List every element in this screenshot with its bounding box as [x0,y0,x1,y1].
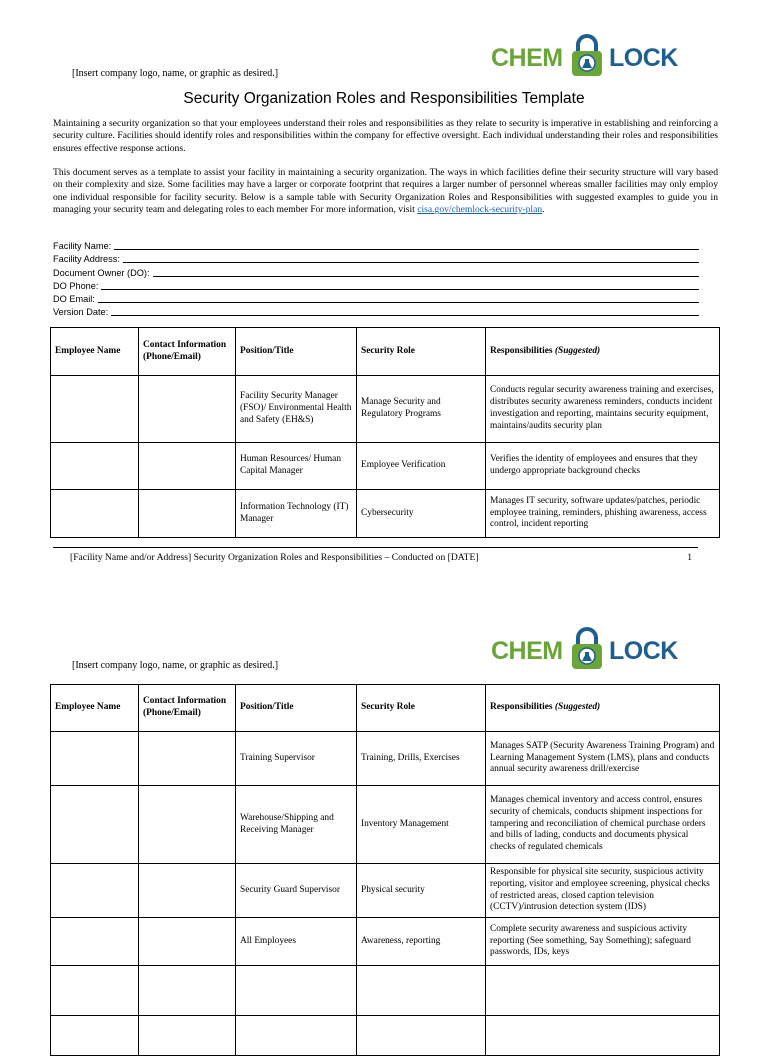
responsibilities-cell: Manages SATP (Security Awareness Training Program) and Learning Management System (LMS), plans and conducts annual security awareness drill/exercise [486,732,720,786]
position-cell: Warehouse/Shipping and Receiving Manager [236,786,357,864]
security-role-cell: Physical security [357,864,486,918]
do-phone-label: DO Phone: [53,280,99,291]
table-row [51,376,720,443]
responsibilities-header [486,328,720,376]
employee-name-cell[interactable] [51,1016,139,1056]
responsibilities-cell: Verifies the identity of employees and ensures that they undergo appropriate background checks [486,443,720,490]
facility-name-row [53,238,699,251]
responsibilities-cell: Manages chemical inventory and access control, ensures security of chemicals, conducts shipment inspections for tampering and reconciliation of chemical purchase orders and bills of lading, conducts and documents physical checks of regulated chemicals [486,786,720,864]
responsibilities-cell[interactable] [486,1016,720,1056]
position-cell: Human Resources/ Human Capital Manager [236,443,357,490]
page-title: Security Organization Roles and Responsibilities Template [183,90,585,107]
table-row [51,918,720,966]
insert-logo-note: [Insert company logo, name, or graphic as desired.] [72,660,279,671]
employee-name-cell[interactable] [51,966,139,1016]
page-footer [53,547,698,563]
padlock-icon [569,34,605,78]
responsibilities-header [486,685,720,732]
security-role-cell[interactable] [357,1016,486,1056]
contact-cell[interactable] [139,864,236,918]
logo-lock-text: LOCK [609,44,678,72]
roles-table-page-1 [50,327,720,538]
employee-name-cell[interactable] [51,864,139,918]
facility-name-label: Facility Name: [53,241,112,252]
table-header-row [51,685,720,732]
insert-logo-note: [Insert company logo, name, or graphic as desired.] [72,68,279,79]
contact-cell[interactable] [139,376,236,443]
contact-cell[interactable] [139,490,236,538]
do-phone-field[interactable] [101,281,699,290]
contact-cell[interactable] [139,1016,236,1056]
security-role-header: Security Role [357,685,486,732]
security-role-header: Security Role [357,328,486,376]
purpose-text: This document serves as a template to assist your facility in maintaining a security organization. The ways in which facilities define their security structure will vary based on their complexity and size. Some facilities may have a larger or corporate footprint that requires a larger number of personnel whereas smaller facilities may only employ one individual responsible for facility security. Below is a sample table with Security Organization Roles and Responsibilities with suggested examples to guide you in managing your security team and delegating roles to each member For more information, visit [53,167,718,216]
table-row [51,732,720,786]
position-cell: Information Technology (IT) Manager [236,490,357,538]
position-cell[interactable] [236,966,357,1016]
facility-address-field[interactable] [123,254,699,263]
employee-name-cell[interactable] [51,376,139,443]
table-row [51,864,720,918]
facility-address-label: Facility Address: [53,254,120,265]
table-row [51,786,720,864]
security-role-cell: Training, Drills, Exercises [357,732,486,786]
purpose-paragraph [53,167,718,217]
do-email-label: DO Email: [53,293,95,304]
table-row [51,1016,720,1056]
logo-chem-text: CHEM [491,44,563,72]
position-cell: Security Guard Supervisor [236,864,357,918]
table-row [51,490,720,538]
security-role-cell: Cybersecurity [357,490,486,538]
position-cell: Training Supervisor [236,732,357,786]
logo-lock-text: LOCK [609,637,678,665]
position-header: Position/Title [236,685,357,732]
facility-info-fields [53,238,699,317]
facility-address-row [53,251,699,264]
page-gap [0,575,768,585]
responsibilities-cell: Complete security awareness and suspicious activity reporting (See something, Say Something); safeguard passwords, IDs, keys [486,918,720,966]
document-owner-field[interactable] [153,268,700,277]
security-role-cell: Employee Verification [357,443,486,490]
page-number: 1 [687,552,692,563]
version-date-field[interactable] [111,307,699,316]
logo-chem-text: CHEM [491,637,563,665]
responsibilities-cell: Conducts regular security awareness training and exercises, distributes security awareness reminders, conducts incident investigation and reporting, maintains security equipment, maintains/audits security plan [486,376,720,443]
contact-header: Contact Information (Phone/Email) [139,685,236,732]
version-date-label: Version Date: [53,307,109,318]
table-row [51,966,720,1016]
do-phone-row [53,278,699,291]
security-role-cell[interactable] [357,966,486,1016]
employee-name-cell[interactable] [51,786,139,864]
intro-paragraph: Maintaining a security organization so that your employees understand their roles and responsibilities as they relate to security is imperative in establishing and reinforcing a security culture. Facilities should identify roles and responsibilities within the company for effective oversight. Each individual understanding their roles and responsibilities ensures effective response actions. [53,118,718,154]
do-email-field[interactable] [98,294,699,303]
contact-cell[interactable] [139,732,236,786]
employee-name-header: Employee Name [51,328,139,376]
contact-header: Contact Information (Phone/Email) [139,328,236,376]
responsibilities-cell[interactable] [486,966,720,1016]
roles-table-page-2 [50,684,720,1056]
padlock-icon [569,627,605,671]
position-cell: Facility Security Manager (FSO)/ Environmental Health and Safety (EH&S) [236,376,357,443]
responsibilities-label: Responsibilities [490,345,553,356]
security-role-cell: Inventory Management [357,786,486,864]
position-header: Position/Title [236,328,357,376]
purpose-end: . [542,204,545,216]
position-cell[interactable] [236,1016,357,1056]
suggested-label: (Suggested) [554,702,601,713]
contact-cell[interactable] [139,443,236,490]
document-owner-row [53,264,699,277]
footer-text: [Facility Name and/or Address] Security Organization Roles and Responsibilities – Conducted on [DATE] [70,552,479,563]
security-role-cell: Manage Security and Regulatory Programs [357,376,486,443]
cisa-link[interactable]: cisa.gov/chemlock-security-plan [417,204,543,216]
chemlock-logo [491,627,681,671]
chemlock-logo [491,34,681,78]
contact-cell[interactable] [139,786,236,864]
responsibilities-cell: Manages IT security, software updates/patches, periodic employee training, reminders, phishing awareness, access control, incident reporting [486,490,720,538]
security-role-cell: Awareness, reporting [357,918,486,966]
employee-name-cell[interactable] [51,490,139,538]
employee-name-header: Employee Name [51,685,139,732]
position-cell: All Employees [236,918,357,966]
do-email-row [53,291,699,304]
document-owner-label: Document Owner (DO): [53,267,150,278]
employee-name-cell[interactable] [51,732,139,786]
table-header-row [51,328,720,376]
employee-name-cell[interactable] [51,443,139,490]
contact-cell[interactable] [139,918,236,966]
employee-name-cell[interactable] [51,918,139,966]
suggested-label: (Suggested) [554,345,601,356]
contact-cell[interactable] [139,966,236,1016]
table-row [51,443,720,490]
version-date-row [53,304,699,317]
responsibilities-cell: Responsible for physical site security, suspicious activity reporting, visitor and employee screening, physical checks of restricted areas, closed caption television (CCTV)/intrusion detection system (IDS) [486,864,720,918]
facility-name-field[interactable] [114,241,699,250]
responsibilities-label: Responsibilities [490,702,553,713]
